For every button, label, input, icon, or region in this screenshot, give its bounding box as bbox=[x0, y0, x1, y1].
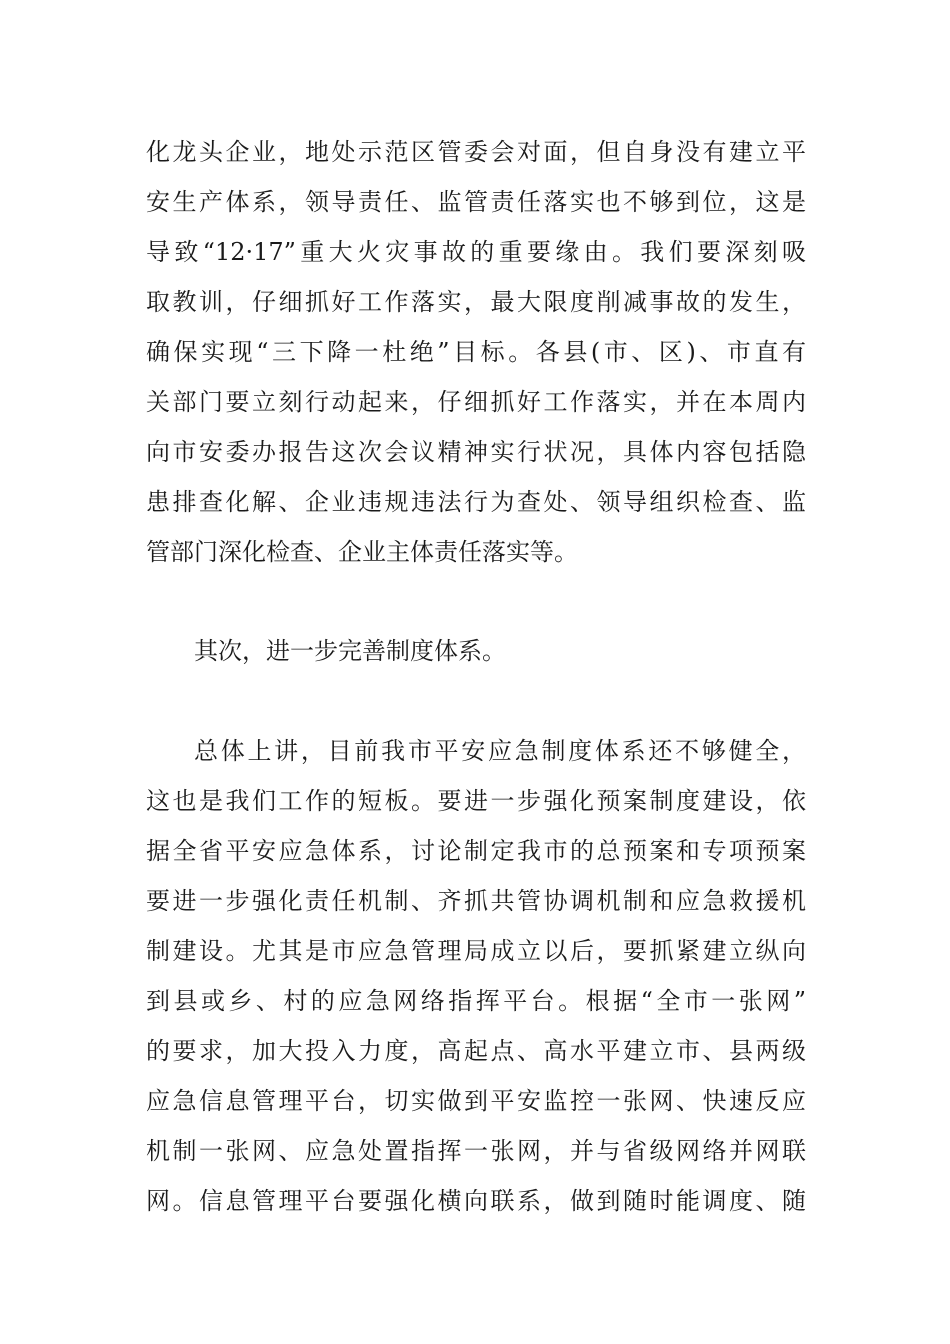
paragraph-3-line-6: 到县或乡、村的应急网络指挥平台。根据“全市一张网” bbox=[146, 987, 806, 1015]
paragraph-3-line-1: 总体上讲，目前我市平安应急制度体系还不够健全， bbox=[194, 737, 806, 765]
paragraph-1-line-2: 安生产体系，领导责任、监管责任落实也不够到位，这是 bbox=[146, 188, 806, 216]
paragraph-1-line-7: 向市安委办报告这次会议精神实行状况，具体内容包括隐 bbox=[146, 438, 806, 466]
paragraph-3-line-7: 的要求，加大投入力度，高起点、高水平建立市、县两级 bbox=[146, 1037, 806, 1065]
paragraph-3-line-8: 应急信息管理平台，切实做到平安监控一张网、快速反应 bbox=[146, 1087, 806, 1115]
paragraph-3-line-10: 网。信息管理平台要强化横向联系，做到随时能调度、随 bbox=[146, 1187, 806, 1215]
paragraph-3-line-9: 机制一张网、应急处置指挥一张网，并与省级网络并网联 bbox=[146, 1137, 806, 1165]
paragraph-1-line-8: 患排查化解、企业违规违法行为查处、领导组织检查、监 bbox=[146, 488, 806, 516]
section-heading: 其次，进一步完善制度体系。 bbox=[194, 637, 506, 665]
paragraph-3-line-3: 据全省平安应急体系，讨论制定我市的总预案和专项预案 bbox=[146, 837, 806, 865]
paragraph-1-line-1: 化龙头企业，地处示范区管委会对面，但自身没有建立平 bbox=[146, 138, 806, 166]
paragraph-3-line-4: 要进一步强化责任机制、齐抓共管协调机制和应急救援机 bbox=[146, 887, 806, 915]
paragraph-1-line-5: 确保实现“三下降一杜绝”目标。各县(市、区)、市直有 bbox=[146, 338, 806, 366]
paragraph-1-line-3: 导致“12·17”重大火灾事故的重要缘由。我们要深刻吸 bbox=[146, 238, 806, 266]
paragraph-1-line-4: 取教训，仔细抓好工作落实，最大限度削减事故的发生， bbox=[146, 288, 806, 316]
paragraph-3-line-2: 这也是我们工作的短板。要进一步强化预案制度建设，依 bbox=[146, 787, 806, 815]
paragraph-1-line-6: 关部门要立刻行动起来，仔细抓好工作落实，并在本周内 bbox=[146, 388, 806, 416]
paragraph-3-line-5: 制建设。尤其是市应急管理局成立以后，要抓紧建立纵向 bbox=[146, 937, 806, 965]
paragraph-1-line-9: 管部门深化检查、企业主体责任落实等。 bbox=[146, 538, 578, 566]
